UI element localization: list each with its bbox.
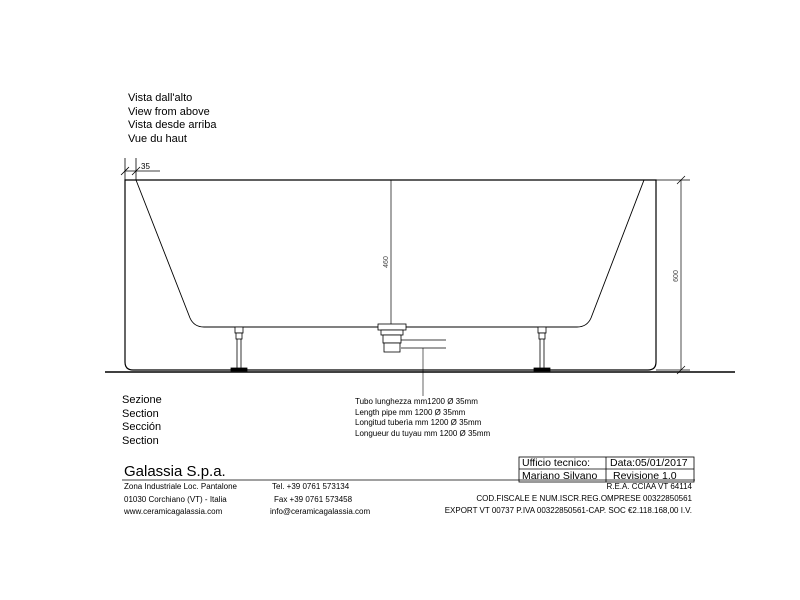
section-label-es: Sección [122,421,162,433]
office-label: Ufficio tecnico: [522,457,591,469]
website-link[interactable]: www.ceramicagalassia.com [124,507,223,516]
address-line1: Zona Industriale Loc. Pantalone [124,482,237,491]
view-labels [128,92,216,146]
section-label-fr: Section [122,434,159,447]
export-info: EXPORT VT 00737 P.IVA 00322850561-CAP. SOC €2.118.168,00 I.V. [444,506,692,515]
fiscal-info: COD.FISCALE E NUM.ISCR.REG.OMPRESE 00322850561 [476,494,692,503]
view-label-es: Vista desde arriba [128,119,217,131]
pipe-note-it: Tubo lunghezza mm1200 Ø 35mm [355,397,478,406]
drain-assembly [378,324,446,352]
rea-info: R.E.A. CCIAA VT 64114 [606,482,692,491]
view-label-en: View from above [128,105,210,118]
section-labels [122,394,162,448]
telephone: Tel. +39 0761 573134 [272,482,350,491]
pipe-note-en: Length pipe mm 1200 Ø 35mm [355,407,466,417]
drawing-revision: Revisione 1.0 [613,470,677,482]
rim-dimension-label: 35 [141,162,150,171]
pipe-note-fr: Longueur du tuyau mm 1200 Ø 35mm [355,428,491,438]
right-foot [534,327,550,371]
fax: Fax +39 0761 573458 [274,495,353,504]
address-line2: 01030 Corchiano (VT) - Italia [124,495,227,504]
drawing-author: Mariano Silvano [522,470,598,482]
total-height-label: 600 [673,270,680,282]
email-link[interactable]: info@ceramicagalassia.com [270,507,371,516]
pipe-note-es: Longitud tuberìa mm 1200 Ø 35mm [355,418,482,427]
view-label-it: Vista dall'alto [128,92,193,104]
company-name: Galassia S.p.a. [124,463,226,480]
left-foot [231,327,247,371]
tub-inner-basin [136,180,644,327]
section-label-en: Section [122,407,159,420]
pipe-notes [355,397,490,439]
inner-depth-label: 460 [383,256,390,268]
drawing-date: Data:05/01/2017 [610,457,688,469]
view-label-fr: Vue du haut [128,132,187,145]
section-label-it: Sezione [122,394,162,406]
